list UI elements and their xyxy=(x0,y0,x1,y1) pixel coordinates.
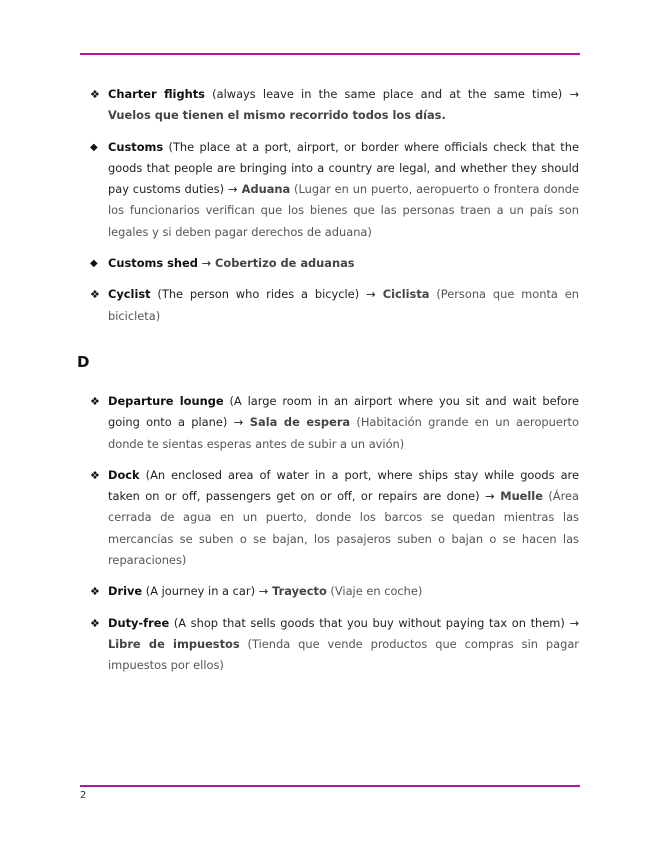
arrow-icon: → xyxy=(484,489,495,504)
footer-rule xyxy=(80,785,580,787)
term-es: Sala de espera xyxy=(243,415,351,430)
arrow-icon: → xyxy=(233,415,244,430)
arrow-icon: → xyxy=(227,182,238,197)
term-en: Duty-free xyxy=(108,615,170,630)
glossary-entry xyxy=(90,391,579,455)
four-diamond-icon: ❖ xyxy=(90,468,100,482)
glossary-entry xyxy=(90,137,579,243)
header-rule xyxy=(80,53,580,55)
term-es: Muelle xyxy=(494,489,543,504)
glossary-entry xyxy=(90,465,579,571)
term-en: Drive xyxy=(108,584,143,599)
arrow-icon: → xyxy=(365,287,376,302)
glossary-entry xyxy=(90,84,579,127)
arrow-icon: → xyxy=(201,256,212,271)
definition-es: (Viaje en coche) xyxy=(326,584,423,599)
glossary-list-c xyxy=(90,84,579,337)
diamond-icon: ◆ xyxy=(90,258,98,270)
term-es: Aduana xyxy=(237,182,291,197)
arrow-icon: → xyxy=(569,87,579,101)
four-diamond-icon: ❖ xyxy=(90,585,100,599)
definition-en: (An enclosed area of water in a port, where ships stay while goods are taken on or off, passengers get on or off, or repairs are done) xyxy=(108,467,579,504)
definition-es: (Persona que monta en bicicleta) xyxy=(108,287,579,323)
term-en: Customs xyxy=(108,139,164,154)
four-diamond-icon: ❖ xyxy=(90,616,100,630)
definition-es: (Tienda que vende productos que compras sin pagar impuestos por ellos) xyxy=(108,636,579,673)
glossary-entry xyxy=(90,581,579,602)
term-es: Trayecto xyxy=(268,584,327,599)
diamond-icon: ◆ xyxy=(90,141,98,153)
term-es: Ciclista xyxy=(375,287,430,302)
definition-es: (Lugar en un puerto, aeropuerto o frontera donde los funcionarios verifican que los bienes que las personas traen a un país son legales y si deben pagar derechos de aduana) xyxy=(108,182,579,239)
definition-en: (A journey in a car) xyxy=(142,584,259,599)
definition-en: (A large room in an airport where you sit and wait before going onto a plane) xyxy=(108,394,579,430)
glossary-entry xyxy=(90,613,579,677)
term-es: Cobertizo de aduanas xyxy=(211,256,355,271)
term-en: Customs shed xyxy=(108,256,198,271)
four-diamond-icon: ❖ xyxy=(90,288,100,302)
definition-en: (The person who rides a bicycle) xyxy=(150,287,366,302)
term-en: Cyclist xyxy=(108,287,151,302)
definition-en: (The place at a port, airport, or border where officials check that the goods that people are bringing into a country are legal, and whether they should pay customs duties) xyxy=(108,139,579,197)
term-es: Vuelos que tienen el mismo recorrido todos los días. xyxy=(108,108,446,123)
definition-en: (always leave in the same place and at the same time) xyxy=(204,87,570,101)
glossary-entry xyxy=(90,253,579,274)
term-en: Charter flights xyxy=(108,87,205,101)
term-en: Dock xyxy=(108,467,140,482)
definition-en: (A shop that sells goods that you buy without paying tax on them) xyxy=(169,615,570,630)
four-diamond-icon: ❖ xyxy=(90,395,100,408)
definition-es: (Habitación grande en un aeropuerto donde te sientas esperas antes de subir a un avión) xyxy=(108,415,579,451)
definition-es: (Área cerrada de agua en un puerto, donde los barcos se quedan mientras las mercancías se suben o se bajan, los pasajeros suben o bajan o se hacen las reparaciones) xyxy=(108,489,580,568)
four-diamond-icon: ❖ xyxy=(90,88,100,101)
glossary-entry xyxy=(90,284,579,327)
glossary-list-d xyxy=(90,391,579,687)
arrow-icon: → xyxy=(569,615,579,630)
section-heading-d: D xyxy=(77,353,90,371)
term-es: Libre de impuestos xyxy=(108,636,240,651)
arrow-icon: → xyxy=(258,584,269,599)
term-en: Departure lounge xyxy=(108,394,224,408)
page-number: 2 xyxy=(80,790,87,801)
